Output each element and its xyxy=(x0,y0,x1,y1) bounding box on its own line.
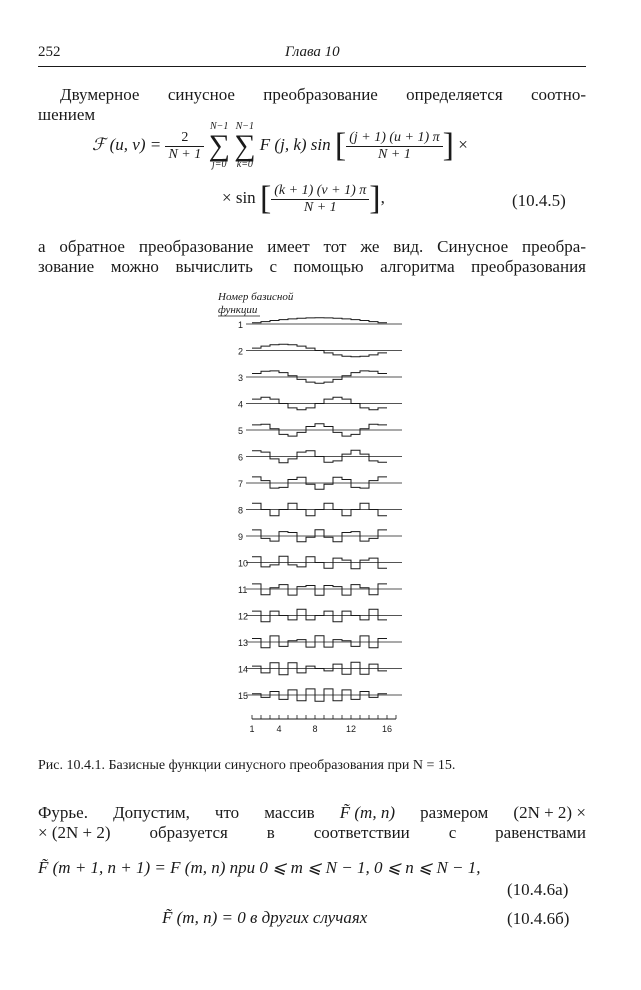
basis-function-11 xyxy=(252,584,387,595)
eq2-number: (10.4.6а) xyxy=(507,880,569,899)
function-number-label: 1 xyxy=(238,320,244,330)
eq1-number: (10.4.5) xyxy=(512,191,566,210)
equation-10-4-5-line2: × sin [ $\frac{(k + 1) (v + 1) \pi}{N + 1}$ ], xyxy=(222,180,385,217)
function-number-label: 7 xyxy=(238,479,244,489)
chapter-title: Глава 10 xyxy=(285,44,340,60)
eq1-sum-j: N−1 ∑ j=0 xyxy=(208,121,230,170)
x-tick-label: 12 xyxy=(345,724,357,734)
function-number-label: 12 xyxy=(238,611,249,622)
equation-10-4-6a: F̃ (m + 1, n + 1) = F (m, n) при 0 ⩽ m ⩽ N − 1, 0 ⩽ n ⩽ N − 1, xyxy=(38,858,481,877)
eq1-term: F (j, k) sin xyxy=(259,134,331,154)
function-number-label: 6 xyxy=(238,452,244,463)
eq1-coef: $\frac{2}{N + 1}$ xyxy=(165,130,204,163)
para3-line2: × (2N + 2) образуется в соответствии с равенствами xyxy=(38,823,586,842)
function-number-label: 14 xyxy=(238,664,249,675)
eq1-arg2: $\frac{(k + 1) (v + 1) \pi}{N + 1}$ xyxy=(271,183,369,216)
figure-ylabel-line1: Номер базисной xyxy=(218,291,294,303)
figure-caption: Рис. 10.4.1. Базисные функции синусного преобразования при N = 15. xyxy=(38,758,456,773)
eq3-number: (10.4.6б) xyxy=(507,909,570,928)
figure-ylabel-line2: функции xyxy=(218,304,258,316)
page-number: 252 xyxy=(38,44,61,60)
function-number-label: 9 xyxy=(238,532,244,542)
basis-functions-figure xyxy=(200,284,440,754)
function-number-label: 8 xyxy=(238,505,244,516)
x-tick-label: 4 xyxy=(276,724,282,734)
para2-line2: зование можно вычислить с помощью алгоритма преобразования xyxy=(38,257,586,276)
x-tick-label: 8 xyxy=(312,724,318,734)
equation-10-4-5-line1: ℱ (u, v) = $\frac{2}{N + 1}$ N−1 ∑ j=0 N−1 ∑ k=0 F (j, k) sin [ $\frac{(j + 1) (u + 1) \pi}{N + 1}$ ] × xyxy=(92,121,468,170)
basis-function-1 xyxy=(252,318,387,323)
para1-line1: Двумерное синусное преобразование определяется соотно- xyxy=(60,85,586,104)
eq1-sum-k: N−1 ∑ k=0 xyxy=(234,121,256,170)
function-number-label: 13 xyxy=(238,638,249,648)
function-number-label: 11 xyxy=(238,585,248,595)
para1-line2: шением xyxy=(38,105,96,124)
function-number-label: 2 xyxy=(238,346,244,357)
eq1-line2-prefix: × sin xyxy=(222,187,256,207)
para3-line1: Фурье. Допустим, что массив F̃ (m, n) размером (2N + 2) × xyxy=(38,803,586,822)
function-number-label: 3 xyxy=(238,373,244,383)
header-rule xyxy=(38,66,586,67)
eq1-arg: $\frac{(j + 1) (u + 1) \pi}{N + 1}$ xyxy=(346,130,442,163)
x-tick-label: 16 xyxy=(381,724,393,734)
para2-line1: а обратное преобразование имеет тот же вид. Синусное преобра- xyxy=(38,237,586,256)
function-number-label: 15 xyxy=(238,691,249,701)
function-number-label: 4 xyxy=(238,399,244,410)
equation-10-4-6b: F̃ (m, n) = 0 в других случаях xyxy=(162,908,368,927)
function-number-label: 10 xyxy=(238,558,249,569)
function-number-label: 5 xyxy=(238,426,244,436)
eq1-lhs: ℱ (u, v) = xyxy=(92,134,162,154)
x-tick-label: 1 xyxy=(249,724,255,734)
eq1-times: × xyxy=(458,134,468,154)
